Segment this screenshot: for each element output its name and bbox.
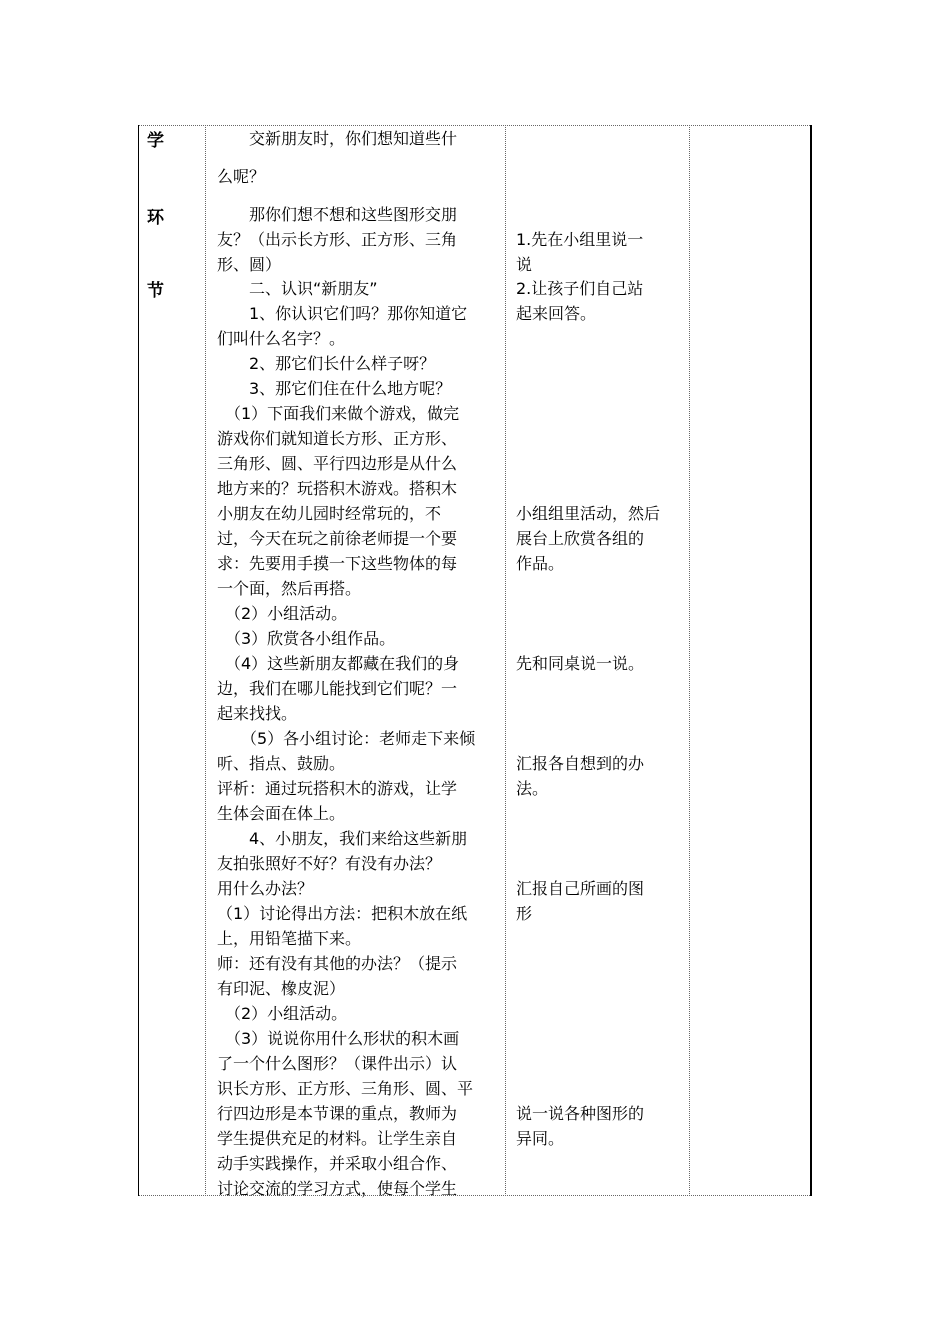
text-line: 那你们想不想和这些图形交朋 (217, 205, 458, 224)
text-line: 法。 (516, 779, 549, 798)
text-line: 求：先要用手摸一下这些物体的每 (217, 554, 458, 573)
text-line: （3）欣赏各小组作品。 (217, 629, 396, 648)
text-line: 形、圆） (217, 255, 282, 274)
column-divider-2 (505, 125, 506, 1196)
text-line: （2）小组活动。 (217, 604, 348, 623)
text-line: 4、小朋友，我们来给这些新朋 (217, 829, 468, 848)
section-label-char: 学 (147, 131, 164, 151)
text-line: 说 (516, 255, 533, 274)
text-line: （3）说说你用什么形状的积木画 (217, 1029, 460, 1048)
text-line: （1）讨论得出方法：把积木放在纸 (217, 904, 468, 923)
text-line: 们叫什么名字？。 (217, 329, 346, 348)
column-divider-3 (689, 125, 690, 1196)
text-line: 起来找找。 (217, 704, 298, 723)
text-line: （4）这些新朋友都藏在我们的身 (217, 654, 460, 673)
text-line: 汇报各自想到的办 (516, 754, 645, 773)
text-line: 2、那它们长什么样子呀？ (217, 354, 436, 373)
section-label-char: 节 (147, 281, 164, 301)
text-line: 展台上欣赏各组的 (516, 529, 645, 548)
text-line: 动手实践操作，并采取小组合作、 (217, 1154, 458, 1173)
text-line: 游戏你们就知道长方形、正方形、 (217, 429, 458, 448)
text-line: 1.先在小组里说一 (516, 230, 644, 249)
table-right-border (810, 125, 812, 1196)
text-line: 先和同桌说一说。 (516, 654, 645, 673)
text-line: 行四边形是本节课的重点，教师为 (217, 1104, 458, 1123)
section-label-char: 环 (147, 208, 164, 228)
text-line: 小组组里活动，然后 (516, 504, 661, 523)
text-line: 3、那它们住在什么地方呢？ (217, 379, 452, 398)
text-line: 三角形、圆、平行四边形是从什么 (217, 454, 458, 473)
text-line: 么呢？ (217, 167, 266, 186)
text-line: 异同。 (516, 1129, 565, 1148)
column-divider-1 (205, 125, 206, 1196)
text-line: 一个面，然后再搭。 (217, 579, 362, 598)
text-line: 作品。 (516, 554, 565, 573)
text-line: 师：还有没有其他的办法？（提示 (217, 954, 458, 973)
text-line: （5）各小组讨论：老师走下来倾 (217, 729, 476, 748)
text-line: 了一个什么图形？（课件出示）认 (217, 1054, 458, 1073)
text-line: （1）下面我们来做个游戏，做完 (217, 404, 460, 423)
text-line: 交新朋友时，你们想知道些什 (217, 129, 458, 148)
text-line: 2.让孩子们自己站 (516, 279, 644, 298)
text-line: 汇报自己所画的图 (516, 879, 645, 898)
text-line: 1、你认识它们吗？那你知道它 (217, 304, 468, 323)
text-line: 友？（出示长方形、正方形、三角 (217, 230, 458, 249)
table-left-border (138, 125, 139, 1196)
text-line: 识长方形、正方形、三角形、圆、平 (217, 1079, 474, 1098)
text-line: 用什么办法？ (217, 879, 314, 898)
text-line: 地方来的？玩搭积木游戏。搭积木 (217, 479, 458, 498)
text-line: 学生提供充足的材料。让学生亲自 (217, 1129, 458, 1148)
text-line: 说一说各种图形的 (516, 1104, 645, 1123)
text-line: 形 (516, 904, 533, 923)
text-line: 二、认识“新朋友” (217, 279, 378, 298)
text-line: （2）小组活动。 (217, 1004, 348, 1023)
text-line: 小朋友在幼儿园时经常玩的，不 (217, 504, 442, 523)
text-line: 边，我们在哪儿能找到它们呢？一 (217, 679, 458, 698)
text-line: 起来回答。 (516, 304, 597, 323)
text-line: 生体会面在体上。 (217, 804, 346, 823)
text-line: 听、指点、鼓励。 (217, 754, 346, 773)
text-line: 讨论交流的学习方式，使每个学生 (217, 1179, 458, 1198)
text-line: 有印泥、橡皮泥） (217, 979, 346, 998)
text-line: 过，今天在玩之前徐老师提一个要 (217, 529, 458, 548)
text-line: 评析：通过玩搭积木的游戏，让学 (217, 779, 458, 798)
text-line: 上，用铅笔描下来。 (217, 929, 362, 948)
text-line: 友拍张照好不好？有没有办法？ (217, 854, 442, 873)
